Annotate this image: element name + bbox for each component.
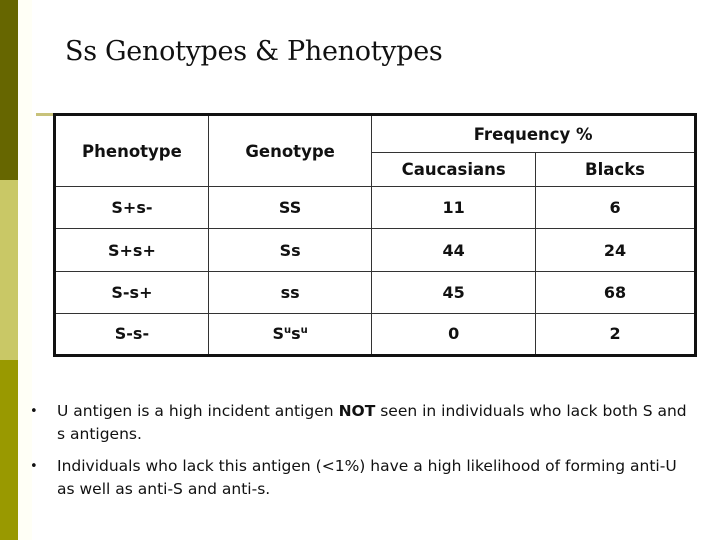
cell-phenotype: S+s+: [55, 229, 209, 271]
title-accent-rule: [36, 113, 54, 116]
cell-caucasians: 11: [372, 187, 536, 229]
genotype-frequency-table: [53, 113, 697, 357]
genotype-base: S: [272, 324, 284, 344]
cell-genotype: ss: [208, 271, 371, 313]
cell-genotype: Ss: [208, 229, 371, 271]
cell-genotype: SS: [208, 187, 371, 229]
table-row: [55, 187, 696, 229]
cell-caucasians: 45: [372, 271, 536, 313]
cell-phenotype: S-s-: [55, 313, 209, 355]
header-blacks: Blacks: [536, 153, 696, 187]
sidebar-stripe-top: [0, 0, 18, 180]
bullet-item: [30, 455, 690, 501]
cell-blacks: 68: [536, 271, 696, 313]
bullet-marker-icon: •: [30, 459, 38, 474]
header-genotype: Genotype: [208, 115, 371, 187]
bullet-marker-icon: •: [30, 404, 38, 419]
cell-caucasians: 0: [372, 313, 536, 355]
header-frequency: Frequency %: [372, 115, 696, 153]
genotype-base: s: [291, 324, 301, 344]
bullet-text: seen in individuals who lack both S and s antigens.: [57, 402, 687, 443]
bullet-list: [30, 400, 690, 510]
cell-blacks: 6: [536, 187, 696, 229]
header-phenotype: Phenotype: [55, 115, 209, 187]
sidebar-stripe-bottom: [0, 360, 18, 540]
cell-phenotype: S+s-: [55, 187, 209, 229]
bullet-text: U antigen is a high incident antigen: [57, 402, 339, 420]
cell-caucasians: 44: [372, 229, 536, 271]
table-row: [55, 313, 696, 355]
genotype-superscript: u: [300, 325, 308, 337]
table-row: [55, 229, 696, 271]
slide-title: Ss Genotypes & Phenotypes: [65, 36, 443, 67]
cell-phenotype: S-s+: [55, 271, 209, 313]
genotype-superscript: u: [283, 325, 292, 337]
cell-blacks: 2: [536, 313, 696, 355]
bullet-text: Individuals who lack this antigen (<1%) have a high likelihood of forming anti-U as well as anti-S and anti-s.: [57, 457, 677, 498]
cell-genotype: [208, 313, 371, 355]
sidebar-stripe-middle: [0, 180, 18, 360]
table-row: [55, 271, 696, 313]
table-header-row: [55, 115, 696, 153]
cell-blacks: 24: [536, 229, 696, 271]
bullet-emphasis: NOT: [338, 402, 376, 420]
header-caucasians: Caucasians: [372, 153, 536, 187]
bullet-item: [30, 400, 690, 446]
